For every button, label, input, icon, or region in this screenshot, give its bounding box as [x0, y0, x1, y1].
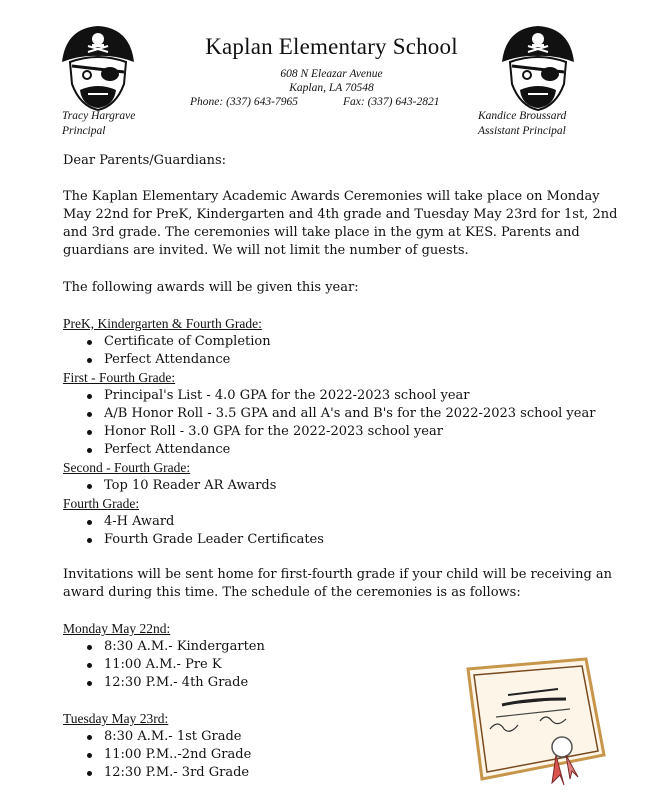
list-item: Principal's List - 4.0 GPA for the 2022-2023 school year — [63, 387, 623, 405]
list-item: Top 10 Reader AR Awards — [63, 477, 623, 495]
list-item: 12:30 P.M.- 4th Grade — [63, 674, 453, 692]
principal-name: Tracy Hargrave — [62, 110, 136, 122]
schedule-heading: Tuesday May 23rd: — [63, 711, 169, 726]
list-item: 12:30 P.M.- 3rd Grade — [63, 764, 453, 782]
assistant-principal-block — [478, 109, 566, 139]
awards-intro: The following awards will be given this year: — [63, 280, 359, 295]
intro-text-a: The Kaplan Elementary Academic Awards Ceremonies will take place on — [63, 189, 547, 204]
schedule-list — [63, 728, 453, 782]
award-group-list — [63, 387, 623, 459]
intro-date-tuesday: Tuesday May 23rd — [414, 207, 537, 222]
intro-text-c: for PreK, Kindergarten and 4th grade and — [128, 207, 415, 222]
assistant-principal-title: Assistant Principal — [478, 125, 566, 137]
assistant-principal-name: Kandice Broussard — [478, 110, 567, 122]
award-group-list — [63, 513, 623, 549]
fax-number: Fax: (337) 643-2821 — [343, 96, 440, 108]
list-item: Perfect Attendance — [63, 351, 623, 369]
list-item: 4-H Award — [63, 513, 623, 531]
awards-list — [63, 315, 623, 549]
award-group-heading: Second - Fourth Grade: — [63, 460, 191, 475]
invitation-paragraph: Invitations will be sent home for first-fourth grade if your child will be receiving an award during this time. The schedule of the ceremonies is as follows: — [63, 567, 613, 600]
list-item: 8:30 A.M.- Kindergarten — [63, 638, 453, 656]
intro-text-e: for 1st, 2nd and 3rd grade. The ceremonies will take place in the gym at KES. Parents and guardians are invited. We will not limit the number of guests. — [63, 207, 618, 258]
intro-paragraph — [63, 188, 623, 260]
list-item: Perfect Attendance — [63, 441, 623, 459]
intro-date-monday: Monday May 22nd — [63, 189, 600, 222]
list-item: 11:00 P.M..-2nd Grade — [63, 746, 453, 764]
award-group-list — [63, 333, 623, 369]
award-group-heading: PreK, Kindergarten & Fourth Grade: — [63, 316, 262, 331]
address-line-1: 608 N Eleazar Avenue — [280, 68, 383, 80]
list-item: Honor Roll - 3.0 GPA for the 2022-2023 school year — [63, 423, 623, 441]
phone-number: Phone: (337) 643-7965 — [190, 96, 298, 108]
list-item: 11:00 A.M.- Pre K — [63, 656, 453, 674]
award-group-heading: First - Fourth Grade: — [63, 370, 176, 385]
list-item: 8:30 A.M.- 1st Grade — [63, 728, 453, 746]
schedule-tuesday — [63, 710, 453, 782]
list-item: Certificate of Completion — [63, 333, 623, 351]
list-item: A/B Honor Roll - 3.5 GPA and all A's and B's for the 2022-2023 school year — [63, 405, 623, 423]
principal-block — [62, 109, 135, 139]
schedule-monday — [63, 620, 453, 692]
schedule-list — [63, 638, 453, 692]
award-group-list — [63, 477, 623, 495]
schedule-heading: Monday May 22nd: — [63, 621, 171, 636]
address-line-2: Kaplan, LA 70548 — [289, 82, 374, 94]
list-item: Fourth Grade Leader Certificates — [63, 531, 623, 549]
award-group-heading: Fourth Grade: — [63, 496, 140, 511]
principal-title: Principal — [62, 125, 106, 137]
school-name: Kaplan Elementary School — [205, 34, 458, 59]
greeting: Dear Parents/Guardians: — [63, 153, 227, 168]
certificate-illustration — [458, 655, 608, 795]
